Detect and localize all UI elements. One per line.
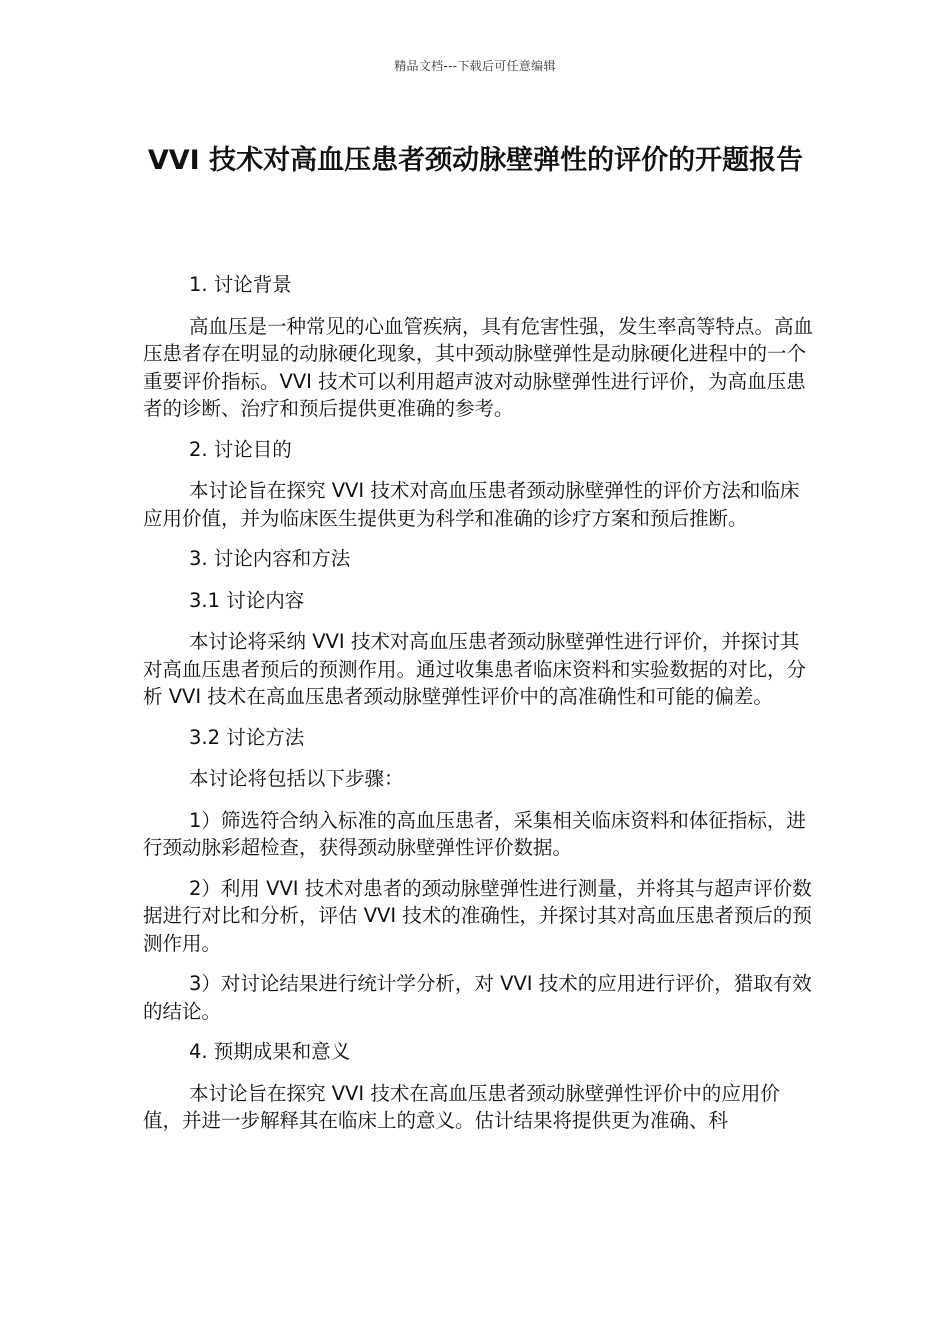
paragraph: 本讨论旨在探究 VVI 技术对高血压患者颈动脉壁弹性的评价方法和临床应用价值，并为临床医生提供更为科学和准确的诊疗方案和预后推断。 <box>143 479 800 530</box>
intro-line: 本讨论将包括以下步骤： <box>189 767 404 790</box>
document-body <box>143 271 813 1148</box>
section-heading: 4. 预期成果和意义 <box>189 1040 351 1063</box>
subsection-heading: 3.2 讨论方法 <box>189 725 305 749</box>
step-item: 2）利用 VVI 技术对患者的颈动脉壁弹性进行测量，并将其与超声评价数据进行对比和分析，评估 VVI 技术的准确性，并探讨其对高血压患者预后的预测作用。 <box>143 876 812 955</box>
subsection-heading: 3.1 讨论内容 <box>189 588 305 612</box>
page-header: 精品文档---下载后可任意编辑 <box>394 59 556 73</box>
paragraph: 高血压是一种常见的心血管疾病，具有危害性强，发生率高等特点。高血压患者存在明显的动脉硬化现象，其中颈动脉壁弹性是动脉硬化进程中的一个重要评价指标。VVI 技术可以利用超声波对动脉壁弹性进行评价，为高血压患者的诊断、治疗和预后提供更准确的参考。 <box>143 314 814 420</box>
section-heading: 3. 讨论内容和方法 <box>189 547 351 570</box>
document-title: VVI 技术对高血压患者颈动脉壁弹性的评价的开题报告 <box>147 145 804 176</box>
paragraph: 本讨论将采纳 VVI 技术对高血压患者颈动脉壁弹性进行评价，并探讨其对高血压患者预后的预测作用。通过收集患者临床资料和实验数据的对比，分析 VVI 技术在高血压患者颈动脉壁弹性评价中的高准确性和可能的偏差。 <box>143 630 807 708</box>
section-heading: 2. 讨论目的 <box>189 437 292 461</box>
section-heading: 1. 讨论背景 <box>189 273 292 296</box>
step-item: 1）筛选符合纳入标准的高血压患者，采集相关临床资料和体征指标，进行颈动脉彩超检查，获得颈动脉壁弹性评价数据。 <box>143 808 806 859</box>
paragraph: 本讨论旨在探究 VVI 技术在高血压患者颈动脉壁弹性评价中的应用价值，并进一步解释其在临床上的意义。估计结果将提供更为准确、科 <box>143 1081 780 1132</box>
step-item: 3）对讨论结果进行统计学分析，对 VVI 技术的应用进行评价，猎取有效的结论。 <box>143 972 812 1023</box>
